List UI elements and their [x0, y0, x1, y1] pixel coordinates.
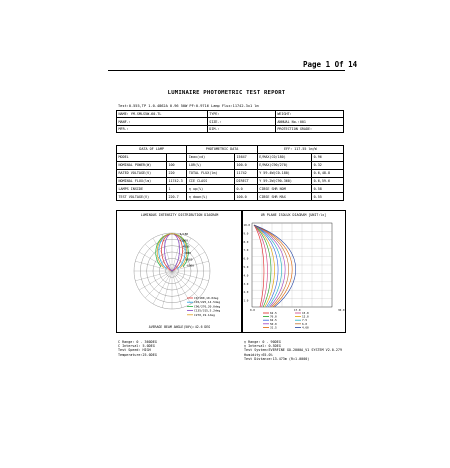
polar-spoke — [139, 271, 172, 290]
polar-diagram-panel — [116, 210, 243, 333]
table-header-row — [117, 146, 344, 154]
legend-label: 76.0 — [270, 314, 277, 319]
polar-spoke — [172, 271, 205, 290]
x-tick-label: 17.0 — [294, 308, 301, 312]
info-cell: MANF.: — [117, 118, 208, 125]
header-cell: DATA OF LAMP — [117, 146, 187, 154]
cell: 0.0 — [235, 185, 258, 193]
x-tick-label: 0.0 — [250, 308, 255, 312]
cell: 0.55 — [312, 193, 344, 201]
param-line: Temperature:25.0DEG — [118, 352, 157, 357]
info-cell: DIM.: — [207, 125, 275, 132]
legend-label: 50.0 — [270, 321, 277, 326]
y-tick-label: 3.0 — [243, 281, 249, 286]
polar-spoke — [139, 252, 172, 271]
ring-label: -6000 — [185, 263, 194, 268]
cell: 100.0 — [235, 161, 258, 169]
legend-label: 62.5 — [270, 311, 277, 315]
info-cell: SIZE.: — [207, 118, 275, 125]
cell: NOMINAL FLUX(lm) — [117, 177, 167, 185]
param-line: Test System:EVERFINE GO-2000A_V1 SYSTEM V2.0.279 — [244, 348, 342, 353]
cell: 0.6,59.6 — [312, 177, 344, 185]
polar-spoke — [172, 271, 199, 298]
report-title: LUMINAIRE PHOTOMETRIC TEST REPORT — [167, 90, 286, 96]
cell: DIRECT — [235, 177, 258, 185]
header-cell: EFF: 117.55 lm/W — [257, 146, 343, 154]
cell: 11742.3 — [166, 177, 186, 185]
y-tick-label: 4.0 — [243, 273, 249, 278]
legend-label: 15.0 — [302, 311, 309, 315]
y-tick-label: 8.0 — [243, 239, 249, 244]
table-row — [117, 193, 344, 201]
y-tick-label: 5.0 — [243, 265, 249, 269]
cell: CIE CLASS — [187, 177, 235, 185]
legend-label: C135/315,5.2deg — [194, 308, 221, 313]
cell: η down(%) — [187, 193, 235, 201]
polar-legend — [187, 296, 220, 317]
y-tick-label: 10.0 — [243, 223, 250, 227]
header-cell: PHOTOMETRIC DATA — [187, 146, 257, 154]
y-tick-label: 1.0 — [243, 298, 249, 303]
cell: CIBSE SHR NOM — [257, 185, 311, 193]
info-cell: PROTECTION GRADE: — [275, 125, 343, 132]
cell: 0.96 — [312, 153, 344, 161]
param-line: γ Interval: 0.5DEG — [244, 344, 281, 349]
table-row — [117, 111, 344, 118]
y-tick-label: 2.0 — [243, 290, 249, 295]
info-cell: NAME: YM-SMLS5W-60-TL — [117, 111, 208, 118]
legend-label: C90/270,20.0deg — [194, 304, 221, 309]
cell: 15647 — [235, 153, 258, 161]
info-cell: TYPE: — [207, 111, 275, 118]
y-tick-label: 7.0 — [243, 248, 249, 253]
table-row — [117, 125, 344, 132]
table-row — [117, 161, 344, 169]
x-tick-label: 30.0 — [338, 308, 345, 312]
cell — [166, 153, 186, 161]
polar-diagram — [117, 211, 242, 332]
legend-label: 12.0 — [302, 314, 309, 319]
cell: 0.6,48.8 — [312, 169, 344, 177]
isolux-curve — [254, 225, 264, 307]
cell: LOR(%) — [187, 161, 235, 169]
cell: NOMINAL POWER(W) — [117, 161, 167, 169]
param-line: γ Range: 0 - 90DEG — [244, 340, 281, 344]
y-tick-label: 6.0 — [243, 256, 249, 261]
cell: RATED VOLTAGE(V) — [117, 169, 167, 177]
polar-title: LUMINOUS INTENSITY DISTRIBUTION DIAGRAM — [140, 213, 219, 217]
isolux-curve — [254, 225, 296, 307]
legend-label: C0/180,10.0deg — [194, 296, 219, 300]
beam-angle-note: AVERAGE BEAM ANGLE(50%):42.6 DEG — [148, 325, 211, 329]
polar-spoke — [145, 244, 172, 271]
cell: Y 59.4W(C0-180) — [257, 169, 311, 177]
cell: Y 59.2W(C90-360) — [257, 177, 311, 185]
cell: 220 — [166, 169, 186, 177]
cell: 11742 — [235, 169, 258, 177]
info-table — [116, 110, 344, 133]
table-row — [117, 169, 344, 177]
cell: η up(%) — [187, 185, 235, 193]
info-cell: ANNUAL No.:001 — [275, 118, 343, 125]
cell: 0.32 — [312, 161, 344, 169]
cell: Imax(cd) — [187, 153, 235, 161]
cell: 220.7 — [166, 193, 186, 201]
ring-label: -8000 — [184, 257, 193, 262]
lamp-data-table — [116, 145, 344, 201]
legend-label: 7.5 — [302, 318, 308, 323]
ring-label: -2/180 — [178, 232, 189, 236]
param-line: Humidity:65.0% — [244, 352, 273, 357]
cell: CIBSE SHR MAX — [257, 193, 311, 201]
ring-label: -4000 — [181, 244, 190, 249]
legend-label: C45/225,14.5deg — [194, 300, 221, 305]
cell: MODEL — [117, 153, 167, 161]
info-cell: WEIGHT: — [275, 111, 343, 118]
cell: TEST VOLTAGE(V) — [117, 193, 167, 201]
cell: 1 — [166, 185, 186, 193]
test-params-left — [118, 340, 157, 357]
test-conditions: Test:0.555,TP 1.0.4862A 0.96 50W PF:0.9716 Lamp Flux:11742.3x1 lm — [118, 104, 259, 108]
polar-spoke — [172, 271, 191, 304]
cell: 0.58 — [312, 185, 344, 193]
isolux-title: UR PLANE ISOLUX DIAGRAM [UNIT:lx] — [260, 213, 327, 217]
cell: 100 — [166, 161, 186, 169]
param-line: Test Distance:13.473m (R=1.0000) — [244, 356, 310, 361]
isolux-legend — [263, 311, 309, 329]
cell: E/MAX(C90/270) — [257, 161, 311, 169]
table-row — [117, 153, 344, 161]
cell: LAMPS INSIDE — [117, 185, 167, 193]
cell: E/MAX(C0/180) — [257, 153, 311, 161]
param-line: Test Speed: HIGH — [118, 348, 151, 353]
legend-label: 31.5 — [270, 325, 277, 330]
legend-label: 6.0 — [302, 321, 308, 326]
table-row — [117, 118, 344, 125]
param-line: C Range: 0 - 360DEG — [118, 340, 157, 344]
table-row — [117, 177, 344, 185]
param-line: C Interval: 5.0DEG — [118, 344, 155, 349]
page-number: Page 1 Of 14 — [303, 60, 358, 69]
legend-label: 4.60 — [302, 325, 309, 330]
table-row — [117, 185, 344, 193]
polar-spoke — [145, 271, 172, 298]
isolux-diagram-panel — [241, 210, 346, 333]
polar-spoke — [153, 271, 172, 304]
header-rule — [108, 70, 345, 71]
legend-label: C270,19.1deg — [194, 312, 215, 317]
ring-label: -3000 — [182, 251, 191, 255]
cell: 100.0 — [235, 193, 258, 201]
legend-label: 62.5 — [270, 318, 277, 323]
isolux-curves — [254, 225, 296, 307]
y-tick-label: 9.0 — [243, 231, 249, 236]
ring-label: -1000 — [179, 238, 188, 243]
isolux-diagram — [242, 211, 345, 332]
info-cell: MFR.: — [117, 125, 208, 132]
test-params-right — [244, 340, 342, 361]
cell: TOTAL FLUX(lm) — [187, 169, 235, 177]
